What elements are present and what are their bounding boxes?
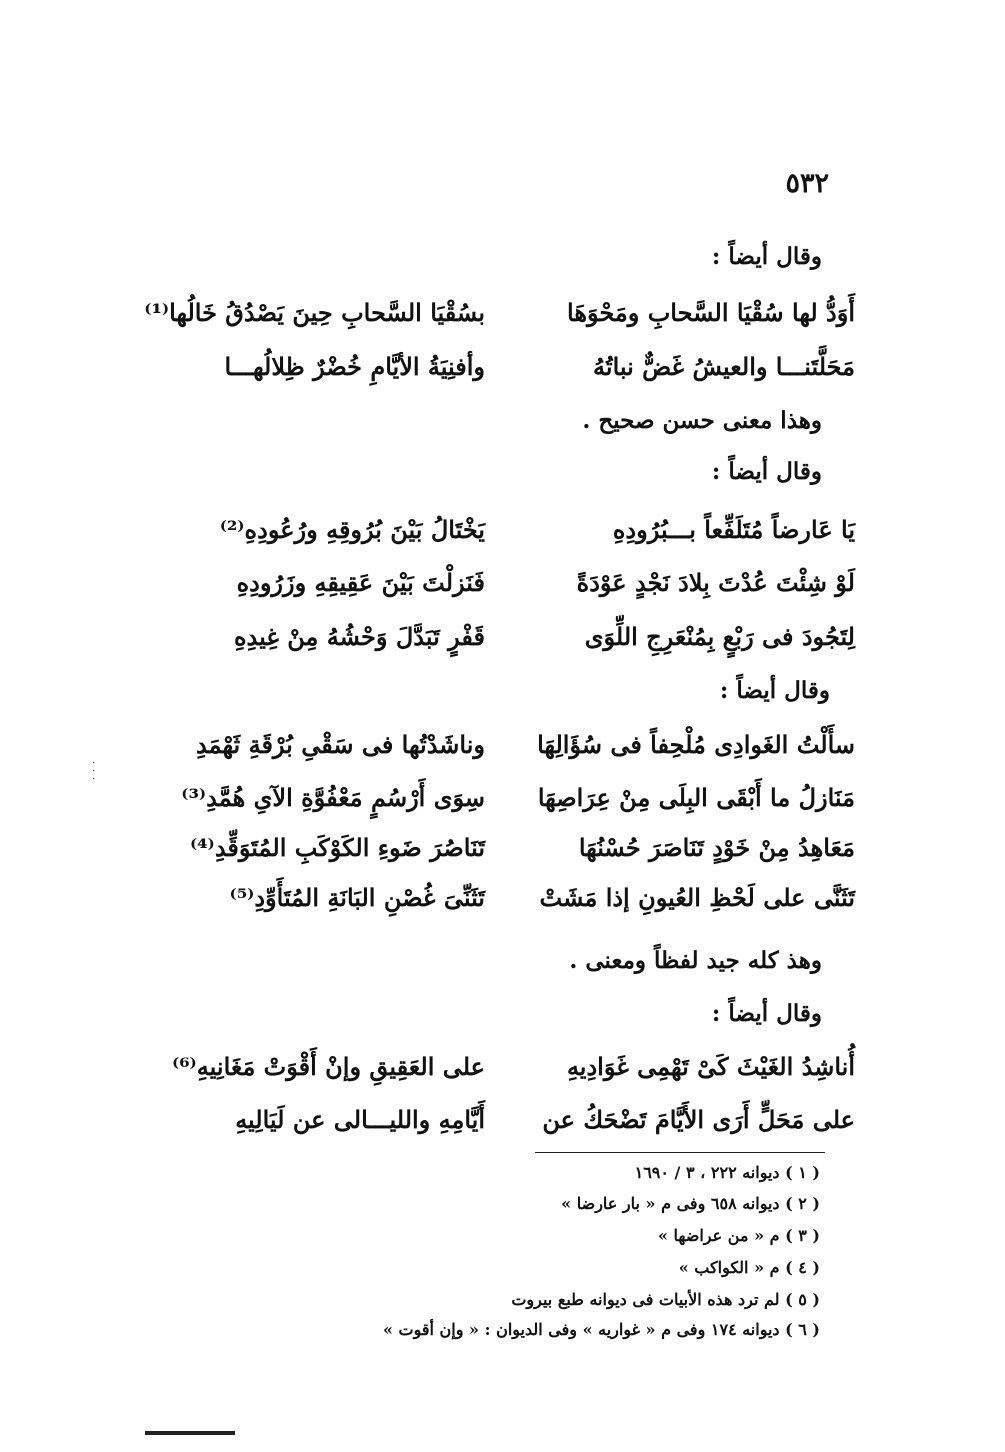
first-hemistich: يَا عَارضاً مُتَلَفِّعاً بـــبُرُودِهِ: [612, 515, 855, 544]
second-hemistich: سِوَى أَرْسُمٍ مَعْفُوَّةِ الآىِ هُمَّدِ⁽³⁾: [181, 783, 485, 812]
verse-line: [165, 783, 855, 827]
second-hemistich: يَخْتَالُ بَيْنَ بُرُوقِهِ ورُعُودِهِ⁽²⁾: [219, 515, 485, 544]
footnote: ( ٢ ) ديوانه ٦٥٨ وفى م « بار عارضا »: [561, 1194, 820, 1213]
first-hemistich: تَثَنَّى على لَحْظِ العُيونِ إذا مَشَتْ: [539, 883, 855, 912]
footnote: ( ٥ ) لم ترد هذه الأبيات فى ديوانه طبع بيروت: [511, 1290, 820, 1309]
intro-line: وقال أيضاً :: [711, 1000, 822, 1027]
intro-line: وقال أيضاً :: [711, 458, 822, 485]
first-hemistich: لِتَجُودَ فى رَبْعٍ بِمُنْعَرِجِ اللِّوَى: [584, 622, 855, 651]
page-number: ٥٣٢: [785, 168, 829, 199]
first-hemistich: سأَلْتُ الغَوادِى مُلْحِفاً فى سُؤَالِهَا: [537, 730, 855, 759]
verse-line: [165, 622, 855, 666]
first-hemistich: أَوَدُّ لها سُقْيَا السَّحابِ ومَحْوَهَا: [567, 298, 855, 327]
first-hemistich: مَعَاهِدُ مِنْ خَوْدٍ تَنَاصَرَ حُسْنُهَا: [578, 833, 855, 862]
first-hemistich: أُناشِدُ الغَيْثَ كَىْ تَهْمِى غَوَادِيهِ: [566, 1052, 855, 1081]
second-hemistich: وأفنِيَةُ الأيَّامِ خُضْرٌ ظِلالُهـــا: [224, 352, 485, 381]
verse-line: [165, 833, 855, 877]
verse-line: [165, 1105, 855, 1149]
footnote: ( ١ ) ديوانه ٢٢٢ ، ٣ / ١٦٩٠: [634, 1163, 820, 1182]
second-hemistich: أَيَّامِهِ والليـــالى عن لَيَالِيهِ: [235, 1105, 485, 1134]
intro-line: وقال أيضاً :: [719, 677, 830, 704]
comment-line: وهذ كله جيد لفظاً ومعنى .: [569, 947, 822, 974]
second-hemistich: على العَقِيقِ وإنْ أَقْوَتْ مَغَانِيهِ⁽⁶⁾: [171, 1052, 485, 1081]
first-hemistich: لَوْ شِئْتَ عُدْتَ بِلادَ نَجْدٍ عَوْدَةً: [576, 568, 855, 597]
intro-line: وقال أيضاً :: [711, 243, 822, 270]
verse-line: [165, 568, 855, 612]
second-hemistich: تَثَنِّىَ غُصْنِ البَانَةِ المُتَأَوِّدِ⁽⁵⁾: [229, 883, 485, 912]
second-hemistich: وناشَدْتُها فى سَقْىِ بُرْقَةِ ثَهْمَدِ: [196, 730, 485, 759]
second-hemistich: قَفْرٍ تَبَدَّلَ وَحْشُهُ مِنْ غِيدِهِ: [233, 622, 485, 651]
scan-edge-mark: [145, 1431, 235, 1435]
first-hemistich: على مَحَلٍّ أَرَى الأَيَّامَ تَضْحَكُ عن: [542, 1105, 855, 1134]
verse-line: [165, 1052, 855, 1096]
first-hemistich: مَنَازلُ ما أَبْقَى البِلَى مِنْ عِرَاصِهَا: [537, 783, 855, 812]
second-hemistich: تَنَاصُرَ ضَوءِ الكَوْكَبِ المُتَوَقِّدِ⁽⁴⁾: [190, 833, 485, 862]
footnote: ( ٣ ) م « من عراضها »: [657, 1226, 820, 1245]
footnote-divider: [535, 1152, 825, 1153]
first-hemistich: مَحَلَّتَنـــا والعيشُ غَضٌّ نباتُهُ: [593, 352, 855, 381]
verse-line: [165, 883, 855, 927]
footnote: ( ٤ ) م « الكواكب »: [678, 1258, 820, 1277]
comment-line: وهذا معنى حسن صحيح .: [582, 407, 822, 434]
scan-specks: · · ·: [92, 758, 96, 785]
second-hemistich: بسُقْيَا السَّحابِ حِينَ يَصْدُقُ خَالُها⁽¹⁾: [144, 298, 485, 327]
verse-line: [165, 352, 855, 396]
footnote: ( ٦ ) ديوانه ١٧٤ وفى م « غواريه » وفى الديوان : « وإن أقوت »: [382, 1320, 820, 1339]
second-hemistich: فَنَزلْتَ بَيْنَ عَقِيقِهِ وزَرُودِهِ: [236, 568, 485, 597]
verse-line: [144, 298, 855, 342]
verse-line: [165, 730, 855, 774]
verse-line: [165, 515, 855, 559]
